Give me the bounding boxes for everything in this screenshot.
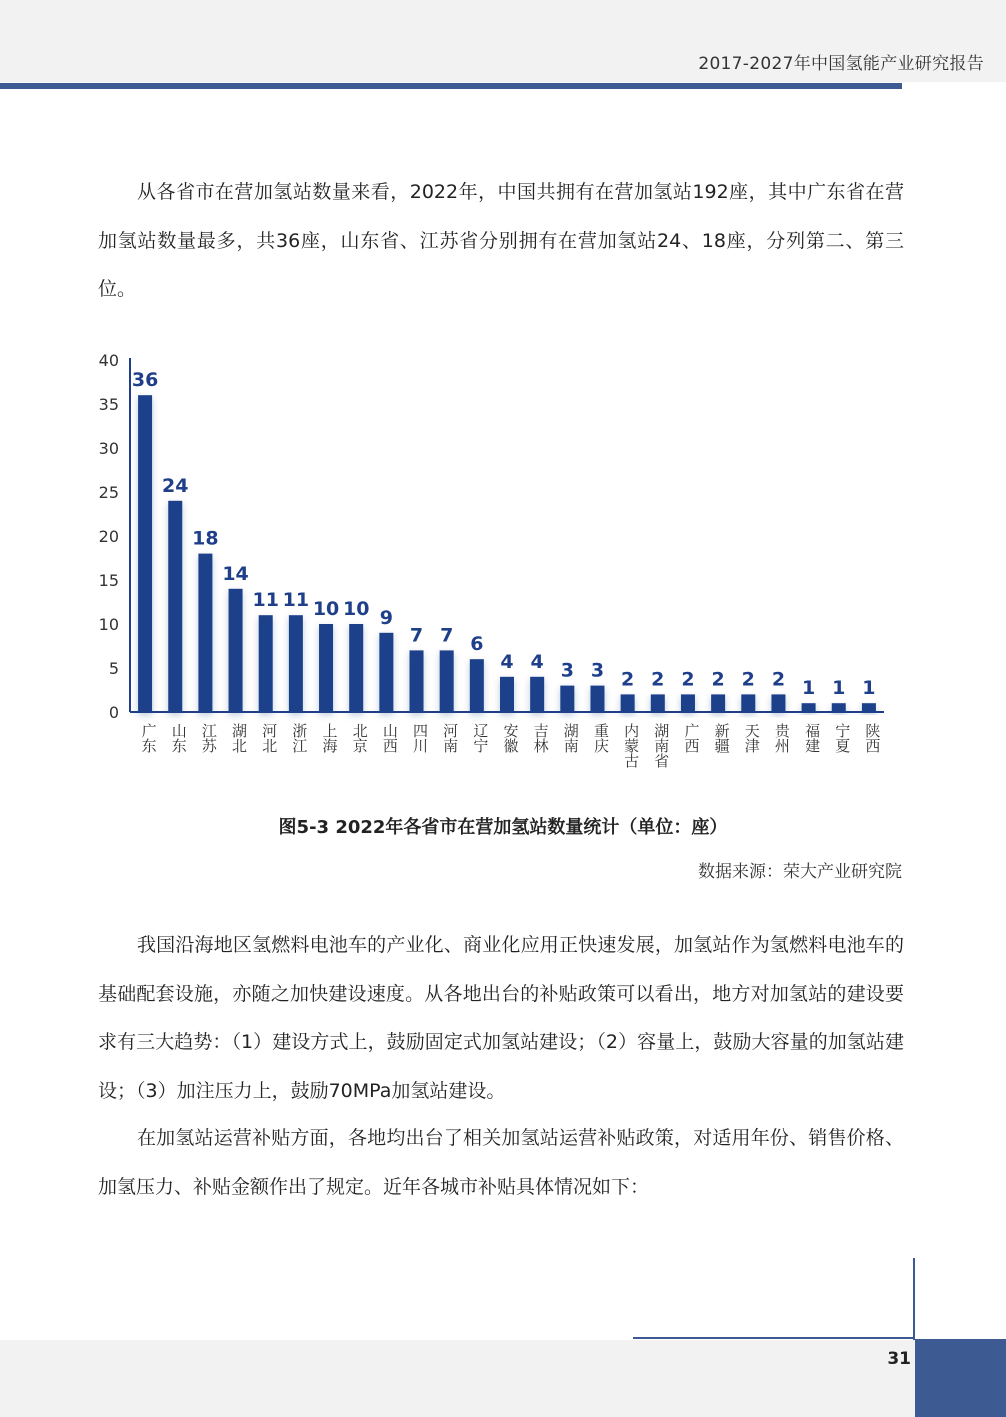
bar: [590, 686, 604, 712]
category-label: 江苏: [201, 722, 217, 755]
bar: [681, 694, 695, 712]
bar: [771, 694, 785, 712]
category-label: 内蒙古: [624, 722, 640, 770]
category-label: 山东: [171, 722, 187, 755]
figure-caption: 图5-3 2022年各省市在营加氢站数量统计（单位：座）: [278, 817, 728, 838]
data-label: 3: [560, 659, 574, 682]
y-tick-label: 25: [98, 483, 119, 502]
bar: [862, 703, 876, 712]
paragraph-2: 我国沿海地区氢燃料电池车的产业化、商业化应用正快速发展，加氢站作为氢燃料电池车的基础配套设施，亦随之加快建设速度。从各地出台的补贴政策可以看出，地方对加氢站的建设要求有三大趋势：（1）建设方式上，鼓励固定式加氢站建设；（2）容量上，鼓励大容量的加氢站建设；（3）加注压力上，鼓励70MPa加氢站建设。: [98, 934, 904, 1102]
bar: [560, 686, 574, 712]
bar: [802, 703, 816, 712]
data-label: 2: [651, 668, 665, 691]
y-tick-label: 30: [98, 439, 119, 458]
data-label: 7: [409, 624, 424, 647]
data-label: 1: [862, 677, 876, 700]
category-label: 河北: [262, 722, 278, 755]
y-tick-label: 10: [98, 615, 119, 634]
category-label: 四川: [413, 722, 429, 755]
y-tick-label: 0: [108, 703, 119, 722]
category-label: 山西: [382, 722, 398, 755]
category-label: 河南: [443, 722, 459, 755]
y-tick-label: 5: [108, 659, 119, 678]
category-label: 上海: [322, 722, 338, 755]
data-source: 数据来源：荣大产业研究院: [698, 862, 902, 882]
bar: [319, 624, 333, 712]
category-label: 吉林: [533, 722, 549, 755]
data-label: 1: [801, 677, 816, 700]
data-label: 4: [530, 650, 544, 673]
data-label: 11: [252, 589, 279, 612]
bar: [379, 633, 393, 712]
bar: [410, 650, 424, 712]
category-label: 广西: [684, 722, 700, 755]
y-tick-label: 35: [98, 395, 119, 414]
data-label: 14: [222, 562, 249, 585]
category-label: 湖北: [232, 722, 248, 755]
data-label: 11: [282, 589, 310, 612]
footer-line: [633, 1337, 915, 1339]
footer-vertical-line: [913, 1258, 915, 1340]
bar: [500, 677, 514, 712]
y-tick-label: 15: [98, 571, 119, 590]
data-label: 10: [312, 598, 340, 620]
paragraph-1: 从各省市在营加氢站数量来看，2022年，中国共拥有在营加氢站192座，其中广东省在营加氢站数量最多，共36座，山东省、江苏省分别拥有在营加氢站24、18座，分列第二、第三位。: [98, 181, 904, 300]
category-label: 安徽: [503, 722, 519, 755]
bar: [259, 615, 273, 712]
bar: [229, 589, 243, 712]
data-label: 2: [711, 668, 725, 691]
category-label: 湖南: [563, 722, 579, 755]
bar: [621, 694, 635, 712]
bar: [741, 694, 755, 712]
data-label: 24: [162, 474, 189, 497]
data-label: 2: [771, 668, 786, 691]
data-label: 3: [590, 659, 605, 682]
bar: [832, 703, 846, 712]
data-label: 10: [342, 598, 370, 620]
page-number: 31: [887, 1349, 911, 1369]
bar: [198, 554, 212, 712]
bar: [289, 615, 303, 712]
bar: [711, 694, 725, 712]
category-label: 陕西: [865, 722, 881, 755]
data-label: 2: [621, 668, 635, 691]
y-tick-label: 40: [98, 351, 119, 370]
category-label: 广东: [141, 722, 157, 755]
category-label: 浙江: [292, 722, 308, 755]
bar: [470, 659, 484, 712]
data-label: 1: [832, 677, 846, 700]
category-label: 天津: [744, 722, 760, 755]
header-rule: [0, 83, 902, 89]
bar-chart: [0, 340, 1006, 780]
category-label: 辽宁: [473, 722, 489, 755]
bar: [530, 677, 544, 712]
category-label: 贵州: [774, 722, 790, 755]
data-label: 9: [379, 606, 393, 629]
footer-accent-block: [915, 1339, 1006, 1417]
bar: [651, 694, 665, 712]
report-title: 2017-2027年中国氢能产业研究报告: [698, 54, 984, 74]
data-label: 6: [470, 633, 484, 656]
data-label: 18: [192, 527, 219, 550]
footer-band: [0, 1340, 1006, 1417]
category-label: 湖南省: [654, 722, 670, 770]
data-label: 36: [131, 369, 159, 392]
category-label: 宁夏: [835, 722, 851, 755]
bar: [168, 501, 182, 712]
category-label: 福建: [805, 722, 821, 755]
category-label: 新疆: [714, 722, 730, 755]
data-label: 2: [681, 668, 695, 691]
bar: [349, 624, 363, 712]
y-tick-label: 20: [98, 527, 119, 546]
paragraph-3: 在加氢站运营补贴方面，各地均出台了相关加氢站运营补贴政策，对适用年份、销售价格、加氢压力、补贴金额作出了规定。近年各城市补贴具体情况如下：: [98, 1127, 904, 1198]
data-label: 2: [741, 668, 755, 691]
bar: [440, 650, 454, 712]
data-label: 4: [500, 650, 514, 673]
category-label: 重庆: [593, 722, 609, 755]
bar: [138, 395, 152, 712]
data-label: 7: [440, 624, 454, 647]
category-label: 北京: [352, 722, 368, 755]
